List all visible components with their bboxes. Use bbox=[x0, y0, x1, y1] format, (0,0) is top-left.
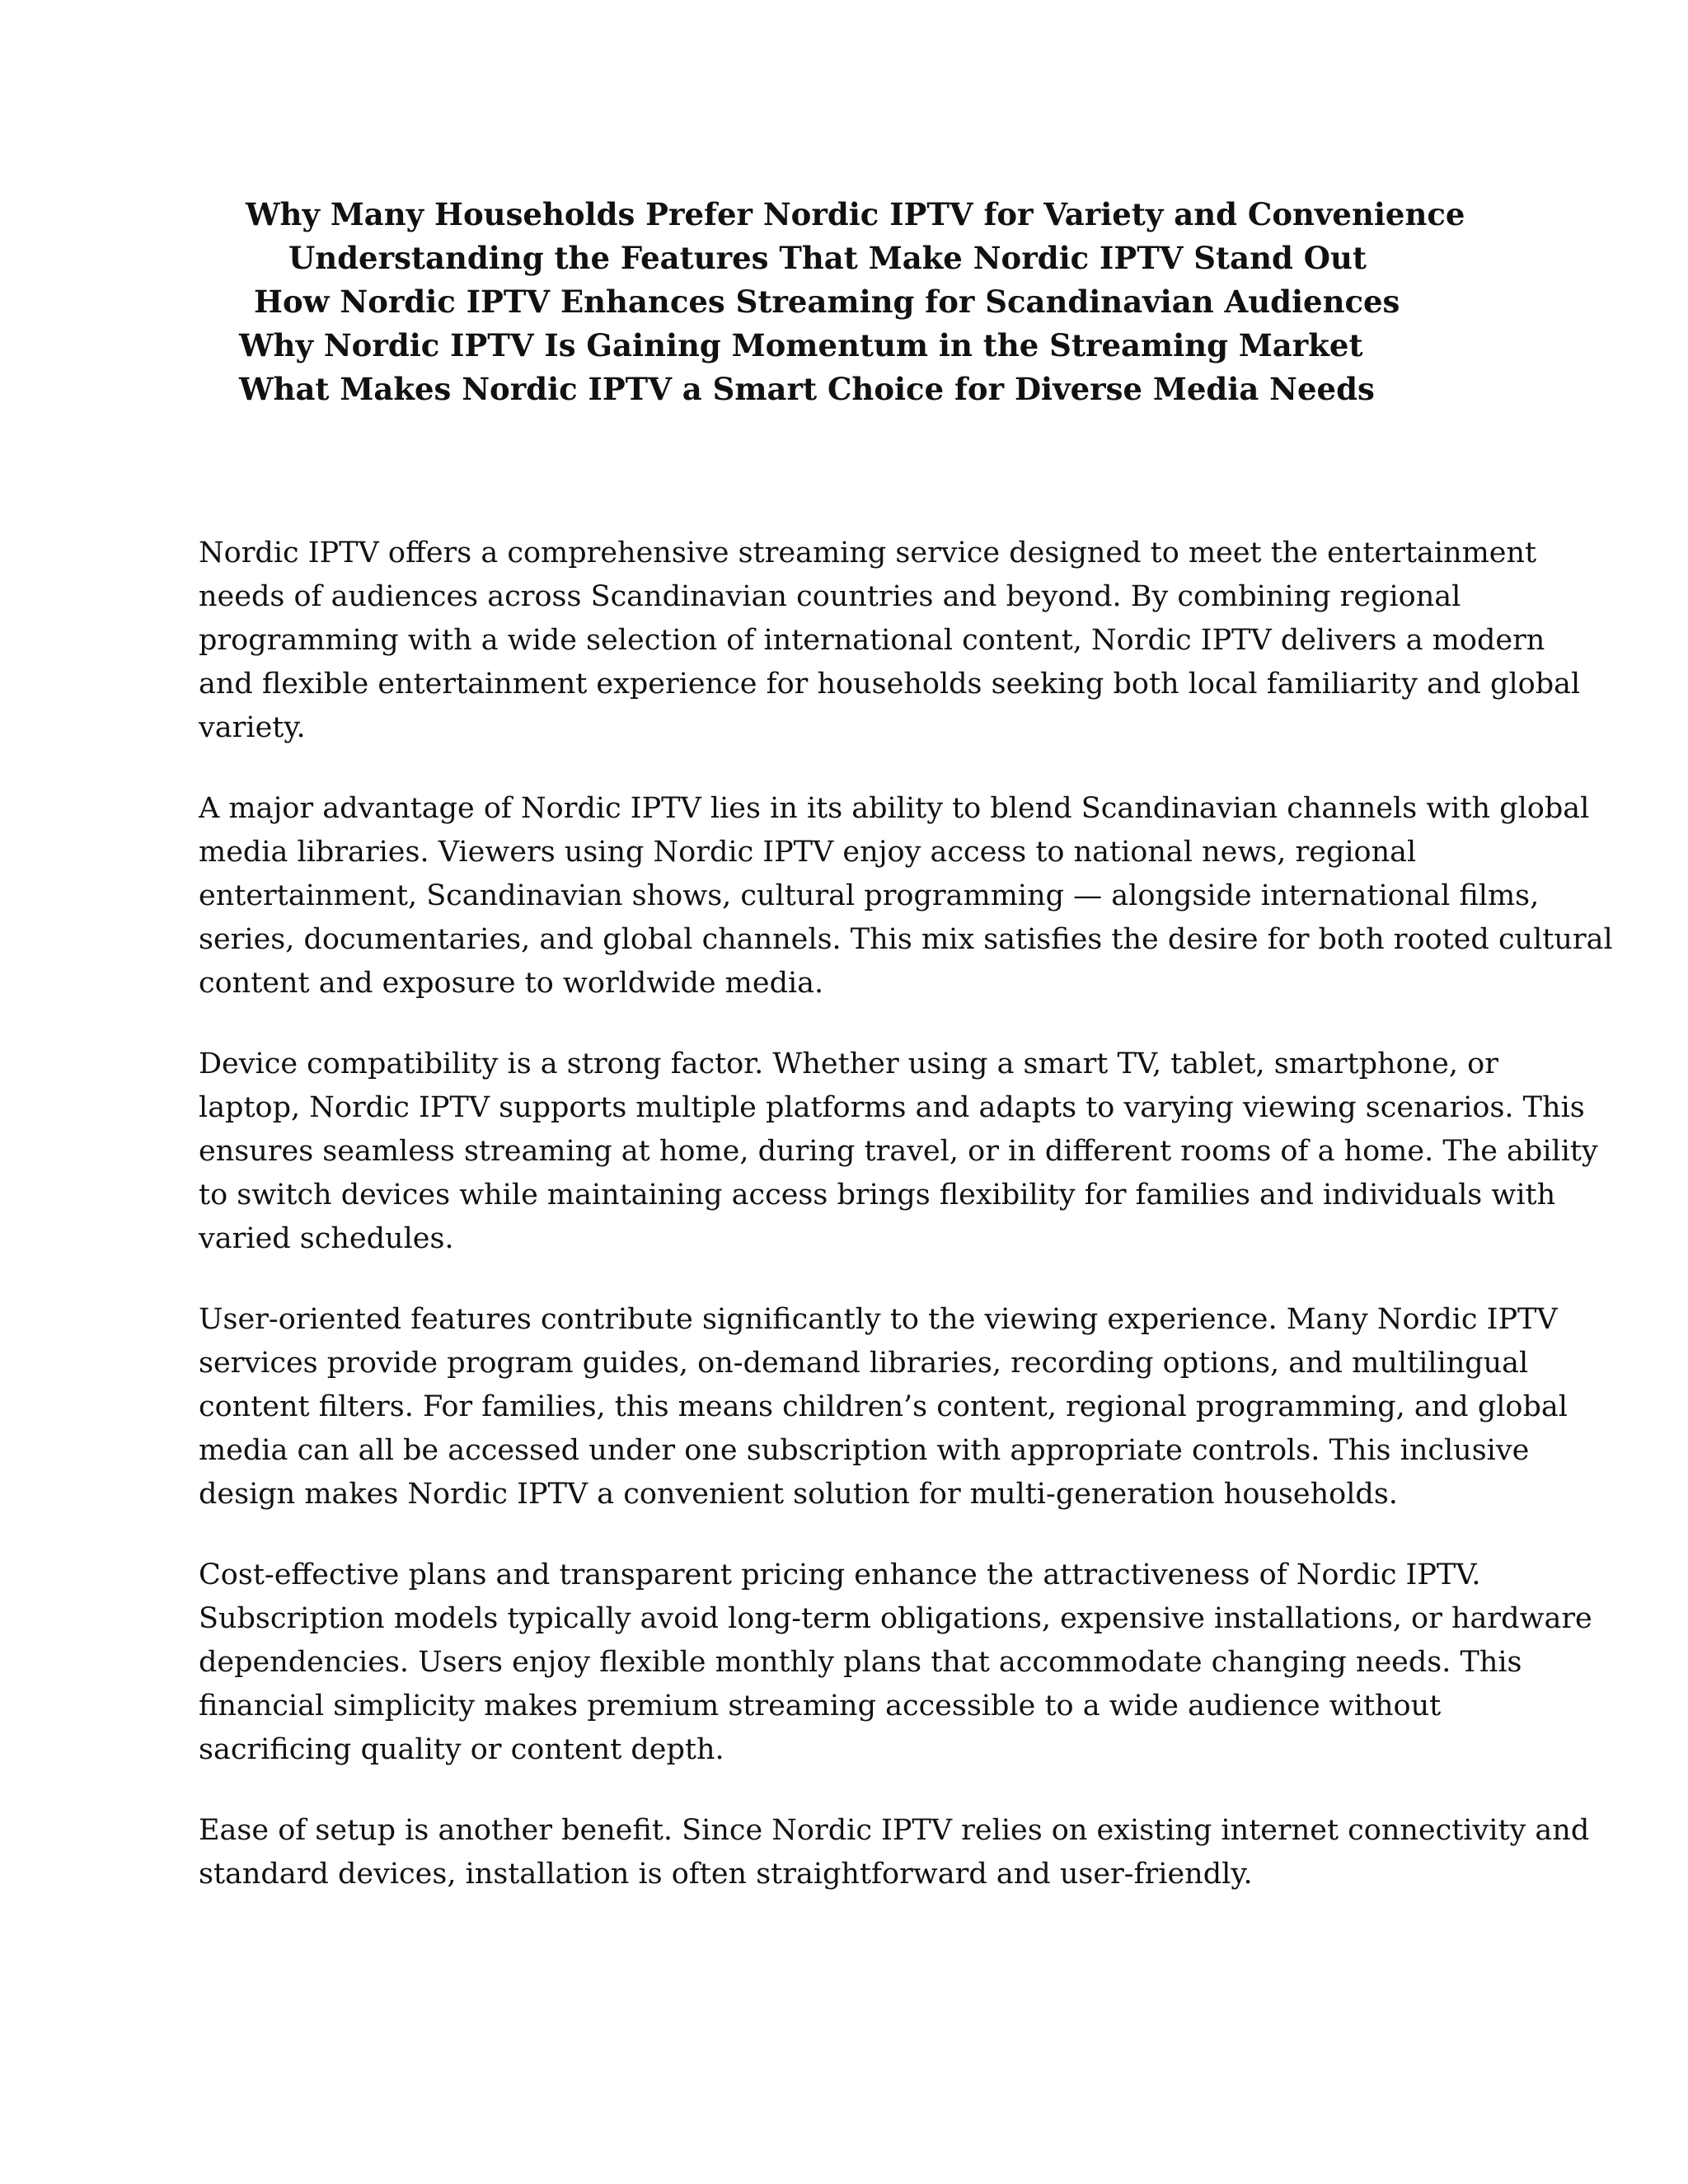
paragraph-line: dependencies. Users enjoy flexible monthly plans that accommodate changing needs. This bbox=[199, 1646, 1522, 1679]
paragraph-line: design makes Nordic IPTV a convenient solution for multi-generation households. bbox=[199, 1478, 1398, 1511]
paragraph-line: media libraries. Viewers using Nordic IPTV enjoy access to national news, regional bbox=[199, 836, 1417, 869]
paragraph-line: Cost-effective plans and transparent pricing enhance the attractiveness of Nordic IPTV. bbox=[199, 1558, 1481, 1591]
body-text bbox=[199, 532, 1613, 1933]
paragraph-line: varied schedules. bbox=[199, 1222, 454, 1255]
paragraph-line: entertainment, Scandinavian shows, cultural programming — alongside international films, bbox=[199, 879, 1540, 912]
paragraph-setup bbox=[199, 1809, 1590, 1896]
paragraph-line: variety. bbox=[199, 711, 306, 744]
paragraph-line: ensures seamless streaming at home, during travel, or in different rooms of a home. The ability bbox=[199, 1135, 1598, 1168]
paragraph-line: Subscription models typically avoid long-term obligations, expensive installations, or hardware bbox=[199, 1602, 1592, 1635]
paragraph-line: needs of audiences across Scandinavian countries and beyond. By combining regional bbox=[199, 580, 1461, 613]
paragraph-line: to switch devices while maintaining access brings flexibility for families and individuals with bbox=[199, 1179, 1556, 1212]
paragraph-line: media can all be accessed under one subscription with appropriate controls. This inclusive bbox=[199, 1434, 1530, 1467]
heading-2: Understanding the Features That Make Nordic IPTV Stand Out bbox=[288, 240, 1367, 276]
paragraph-line: financial simplicity makes premium streaming accessible to a wide audience without bbox=[199, 1690, 1442, 1722]
paragraph-device-compatibility bbox=[199, 1043, 1598, 1261]
heading-3: How Nordic IPTV Enhances Streaming for Scandinavian Audiences bbox=[254, 284, 1400, 320]
paragraph-line: Ease of setup is another benefit. Since Nordic IPTV relies on existing internet connectivity and bbox=[199, 1814, 1590, 1847]
heading-block bbox=[198, 193, 1517, 411]
paragraph-line: Nordic IPTV offers a comprehensive streaming service designed to meet the entertainment bbox=[199, 537, 1537, 569]
paragraph-line: series, documentaries, and global channels. This mix satisfies the desire for both rooted cultural bbox=[199, 923, 1613, 956]
paragraph-user-features bbox=[199, 1298, 1568, 1516]
paragraph-line: User-oriented features contribute significantly to the viewing experience. Many Nordic IPTV bbox=[199, 1303, 1558, 1336]
heading-5: What Makes Nordic IPTV a Smart Choice for Diverse Media Needs bbox=[239, 371, 1375, 407]
paragraph-line: laptop, Nordic IPTV supports multiple platforms and adapts to varying viewing scenarios. This bbox=[199, 1091, 1585, 1124]
paragraph-line: services provide program guides, on-demand libraries, recording options, and multilingual bbox=[199, 1347, 1529, 1380]
heading-4: Why Nordic IPTV Is Gaining Momentum in the Streaming Market bbox=[239, 327, 1363, 363]
heading-1: Why Many Households Prefer Nordic IPTV for Variety and Convenience bbox=[246, 196, 1465, 232]
paragraph-line: sacrificing quality or content depth. bbox=[199, 1733, 724, 1766]
paragraph-line: content filters. For families, this means children’s content, regional programming, and global bbox=[199, 1390, 1568, 1423]
paragraph-line: and flexible entertainment experience for households seeking both local familiarity and global bbox=[199, 668, 1581, 701]
paragraph-line: Device compatibility is a strong factor. Whether using a smart TV, tablet, smartphone, or bbox=[199, 1047, 1498, 1080]
paragraph-intro bbox=[199, 532, 1581, 750]
paragraph-line: A major advantage of Nordic IPTV lies in its ability to blend Scandinavian channels with global bbox=[199, 792, 1590, 825]
paragraph-line: content and exposure to worldwide media. bbox=[199, 967, 824, 1000]
paragraph-pricing bbox=[199, 1554, 1592, 1772]
paragraph-line: standard devices, installation is often straightforward and user-friendly. bbox=[199, 1858, 1253, 1891]
paragraph-line: programming with a wide selection of international content, Nordic IPTV delivers a modern bbox=[199, 624, 1545, 657]
paragraph-content-mix bbox=[199, 787, 1613, 1005]
